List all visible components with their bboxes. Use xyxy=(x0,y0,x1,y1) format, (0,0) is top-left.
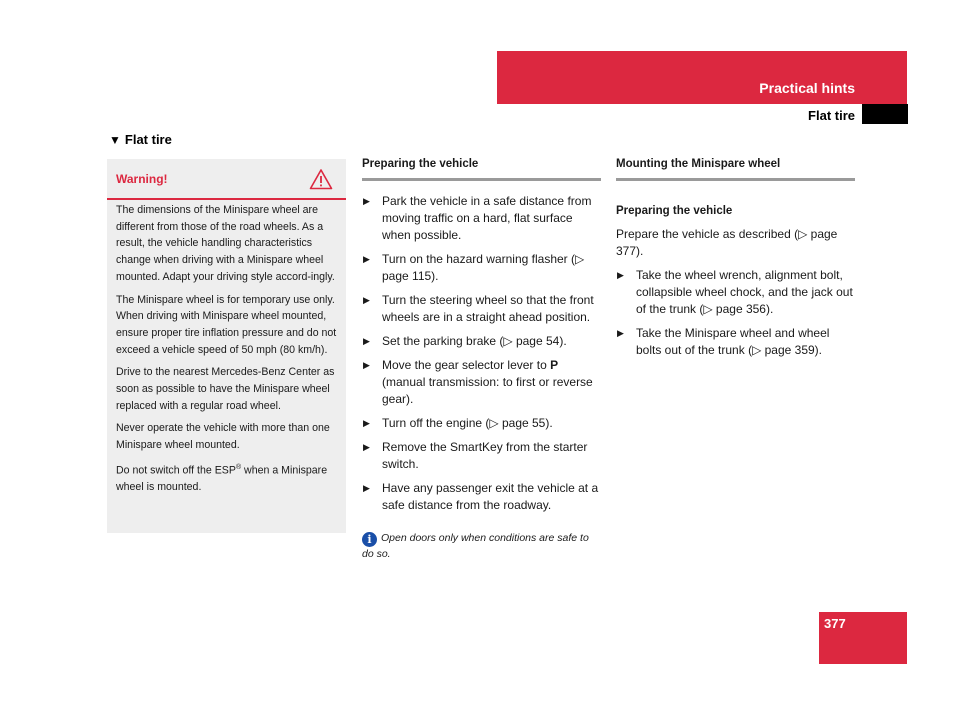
page-number: 377 xyxy=(824,616,846,631)
list-item: ▶ Turn on the hazard warning flasher (▷ page 115). xyxy=(363,252,585,283)
bullet-icon: ▶ xyxy=(617,270,624,280)
warning-triangle-icon xyxy=(309,168,333,190)
bullet-icon: ▶ xyxy=(363,295,370,305)
bullet-icon: ▶ xyxy=(363,196,370,206)
column-heading: Preparing the vehicle xyxy=(362,156,601,181)
info-note xyxy=(362,531,602,563)
warning-paragraph: Drive to the nearest Mercedes-Benz Center as soon as possible to have the Minispare wheel replaced with a regular road wheel. xyxy=(116,366,335,412)
warning-title: Warning! xyxy=(116,172,168,186)
column-heading: Mounting the Minispare wheel xyxy=(616,156,855,181)
list-item: ▶ Turn the steering wheel so that the front wheels are in a straight ahead position. xyxy=(363,293,594,324)
list-item: ▶ Take the wheel wrench, alignment bolt, collapsible wheel chock, and the jack out of the trunk (▷ page 356). xyxy=(617,268,853,316)
warning-paragraph: The dimensions of the Minispare wheel are different from those of the road wheels. As a result, the vehicle handling characteristics change when driving with a Minispare wheel mounted. Adapt your driving style accord-ingly. xyxy=(116,204,335,283)
list-item: ▶ Have any passenger exit the vehicle at a safe distance from the roadway. xyxy=(363,481,599,512)
bullet-icon: ▶ xyxy=(363,418,370,428)
section-tab-marker xyxy=(862,104,908,124)
header-band xyxy=(497,51,907,104)
warning-body xyxy=(116,202,339,502)
bullet-icon: ▶ xyxy=(363,254,370,264)
subheading: Preparing the vehicle xyxy=(616,205,733,217)
topic-heading xyxy=(109,132,172,147)
note-text: Open doors only when conditions are safe to do so. xyxy=(362,532,589,560)
subsection-title: Flat tire xyxy=(808,108,855,123)
list-item: ▶ Move the gear selector lever to P (manual transmission: to first or reverse gear). xyxy=(363,358,593,406)
warning-paragraph: Do not switch off the ESP® when a Minispare wheel is mounted. xyxy=(116,463,328,494)
list-item: ▶ Remove the SmartKey from the starter switch. xyxy=(363,440,588,471)
bullet-icon: ▶ xyxy=(617,328,624,338)
list-item: ▶ Take the Minispare wheel and wheel bolts out of the trunk (▷ page 359). xyxy=(617,326,830,357)
intro-paragraph: Prepare the vehicle as described (▷ page 377). xyxy=(616,227,838,258)
preparing-vehicle-column xyxy=(362,156,601,521)
list-item: ▶ Set the parking brake (▷ page 54). xyxy=(363,334,567,348)
bullet-icon: ▶ xyxy=(363,336,370,346)
topic-title: Flat tire xyxy=(124,132,172,147)
warning-paragraph: Never operate the vehicle with more than one Minispare wheel mounted. xyxy=(116,422,330,452)
warning-header xyxy=(107,159,346,200)
warning-paragraph: The Minispare wheel is for temporary use only. When driving with Minispare wheel mounted, ensure proper tire inflation pressure and do not exceed a vehicle speed of 50 mph (80 km/h). xyxy=(116,293,337,356)
list-item: ▶ Turn off the engine (▷ page 55). xyxy=(363,416,553,430)
triangle-down-icon: ▼ xyxy=(109,133,121,147)
mounting-minispare-column xyxy=(616,156,855,366)
warning-box xyxy=(107,159,346,533)
info-icon: i xyxy=(362,532,377,547)
bullet-icon: ▶ xyxy=(363,483,370,493)
list-item: ▶ Park the vehicle in a safe distance from moving traffic on a hard, flat surface when possible. xyxy=(363,194,592,242)
bullet-icon: ▶ xyxy=(363,442,370,452)
bullet-icon: ▶ xyxy=(363,360,370,370)
section-title: Practical hints xyxy=(759,80,855,96)
